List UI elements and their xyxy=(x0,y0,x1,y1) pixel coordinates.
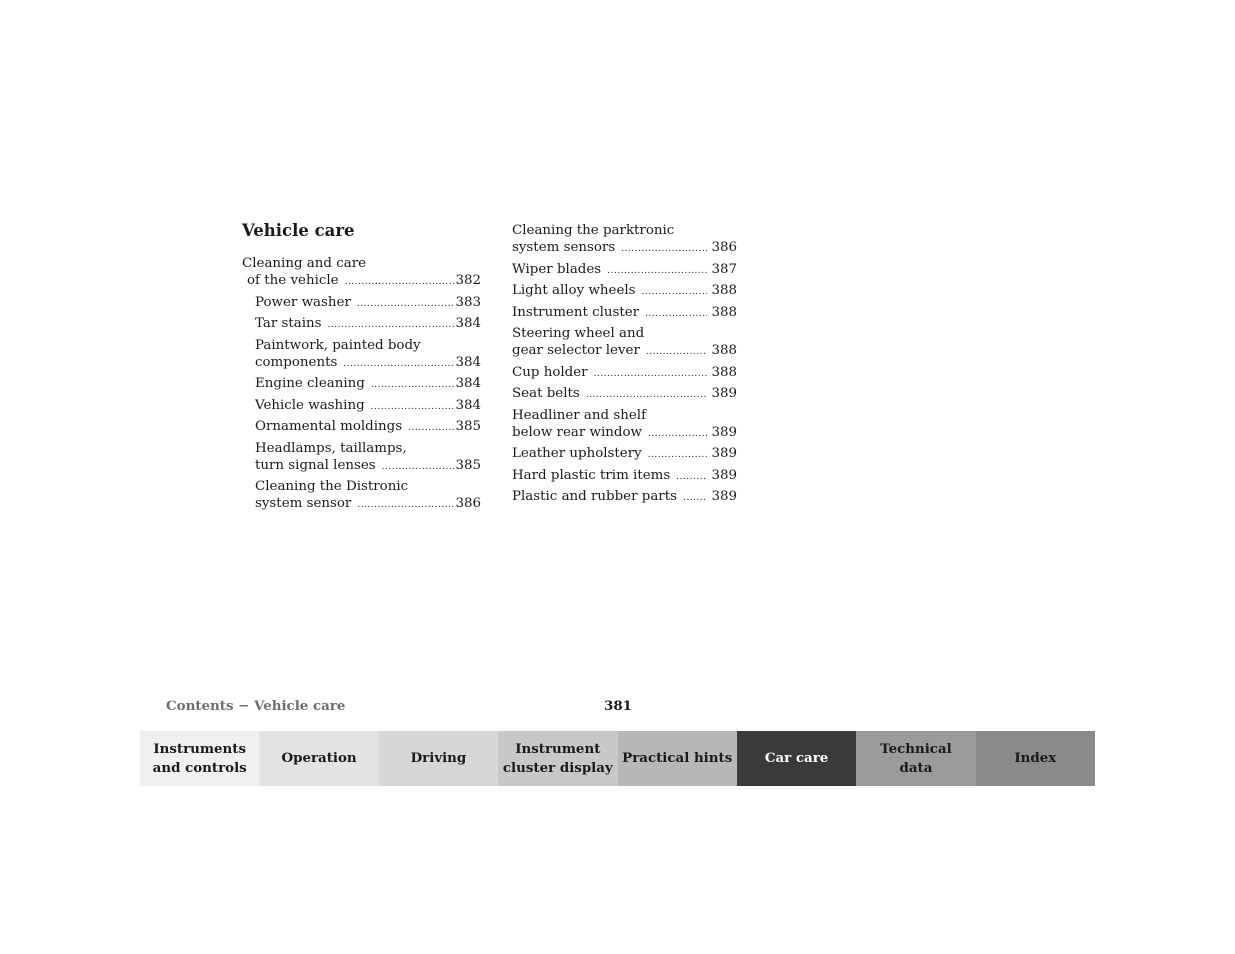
toc-entry-title: Leather upholstery xyxy=(512,446,642,461)
toc-entry-title: Cleaning the parktronic xyxy=(512,223,675,238)
toc-entry[interactable] xyxy=(512,467,737,486)
dot-leader xyxy=(345,274,455,291)
dot-leader xyxy=(648,447,708,464)
toc-column-right xyxy=(512,222,737,510)
toc-entry-title-cont: of the vehicle xyxy=(247,273,339,288)
toc-page-number: 388 xyxy=(711,304,737,320)
dot-leader xyxy=(607,263,707,280)
toc-entry-title: Seat belts xyxy=(512,386,580,401)
dot-leader xyxy=(408,420,454,437)
section-heading: Vehicle care xyxy=(242,221,355,240)
toc-entry-title: Cleaning and care xyxy=(242,256,367,271)
dot-leader xyxy=(621,241,707,258)
toc-entry-title: Paintwork, painted body xyxy=(255,337,421,353)
toc-page-number: 385 xyxy=(455,419,481,434)
toc-entry-title-cont: gear selector lever xyxy=(512,343,640,358)
footer-page-number: 381 xyxy=(604,698,632,714)
dot-leader xyxy=(645,306,707,323)
toc-entry-title: Cleaning the Distronic xyxy=(255,479,409,494)
dot-leader xyxy=(382,459,455,476)
toc-entry[interactable] xyxy=(242,478,481,514)
footer-section-title: Contents − Vehicle care xyxy=(166,698,346,714)
toc-entry[interactable] xyxy=(512,222,737,258)
tab-instruments-and-controls[interactable]: Instruments and controls xyxy=(140,731,259,786)
dot-leader xyxy=(357,296,455,313)
toc-entry[interactable] xyxy=(512,261,737,280)
toc-entry[interactable] xyxy=(512,445,737,464)
dot-leader xyxy=(646,344,708,361)
dot-leader xyxy=(648,426,707,443)
tab-technical-data[interactable]: Technical data xyxy=(856,731,975,786)
tab-index[interactable]: Index xyxy=(976,731,1095,786)
toc-entry[interactable] xyxy=(512,488,737,507)
toc-page-number: 384 xyxy=(455,397,481,413)
toc-entry-title: Ornamental moldings xyxy=(255,419,403,434)
toc-entry[interactable] xyxy=(512,407,737,443)
toc-entry-title: Power washer xyxy=(255,294,351,310)
toc-page-number: 388 xyxy=(711,364,737,380)
toc-entry[interactable] xyxy=(242,418,481,437)
tab-car-care[interactable]: Car care xyxy=(737,731,856,786)
toc-entry-title: Steering wheel and xyxy=(512,326,645,341)
tab-driving[interactable]: Driving xyxy=(379,731,498,786)
toc-entry[interactable] xyxy=(242,440,481,476)
toc-page-number: 389 xyxy=(711,424,737,440)
dot-leader xyxy=(586,387,708,404)
toc-entry[interactable] xyxy=(512,282,737,301)
dot-leader xyxy=(676,469,707,486)
toc-page-number: 385 xyxy=(455,457,481,473)
toc-page-number: 386 xyxy=(455,496,481,511)
toc-entry-title-cont: components xyxy=(255,354,338,370)
dot-leader xyxy=(683,490,707,507)
toc-entry-title: Instrument cluster xyxy=(512,304,640,320)
toc-page-number: 389 xyxy=(711,467,737,483)
toc-entry[interactable] xyxy=(512,385,737,404)
toc-entry[interactable] xyxy=(242,397,481,416)
toc-entry-title: Tar stains xyxy=(255,316,322,331)
dot-leader xyxy=(328,317,455,334)
dot-leader xyxy=(343,356,454,373)
dot-leader xyxy=(642,284,708,301)
toc-page-number: 383 xyxy=(455,294,481,310)
tab-practical-hints[interactable]: Practical hints xyxy=(618,731,737,786)
toc-page-number: 386 xyxy=(711,240,737,255)
toc-entry-title-cont: turn signal lenses xyxy=(255,457,376,473)
dot-leader xyxy=(594,366,708,383)
toc-page-number: 384 xyxy=(455,354,481,370)
toc-entry-title: Headliner and shelf xyxy=(512,407,647,423)
toc-entry[interactable] xyxy=(512,304,737,323)
toc-entry-title: Wiper blades xyxy=(512,261,602,277)
toc-entry[interactable] xyxy=(242,294,481,313)
dot-leader xyxy=(371,399,455,416)
toc-entry-title-cont: below rear window xyxy=(512,424,642,440)
toc-page-number: 389 xyxy=(711,446,737,461)
toc-page-number: 388 xyxy=(711,283,737,298)
toc-entry-title: Light alloy wheels xyxy=(512,283,636,298)
toc-entry-title-cont: system sensors xyxy=(512,240,616,255)
toc-entry-title: Cup holder xyxy=(512,364,588,380)
toc-page-number: 388 xyxy=(711,343,737,358)
chapter-tab-bar xyxy=(140,731,1095,786)
toc-entry[interactable] xyxy=(512,364,737,383)
toc-entry-title: Plastic and rubber parts xyxy=(512,489,677,504)
dot-leader xyxy=(357,497,454,514)
toc-page-number: 389 xyxy=(711,489,737,504)
toc-entry[interactable] xyxy=(512,325,737,361)
toc-entry[interactable] xyxy=(242,255,481,291)
tab-operation[interactable]: Operation xyxy=(259,731,378,786)
tab-instrument-cluster-display[interactable]: Instrument cluster display xyxy=(498,731,617,786)
dot-leader xyxy=(371,377,455,394)
toc-entry-title: Headlamps, taillamps, xyxy=(255,440,407,456)
toc-page-number: 384 xyxy=(455,376,481,391)
toc-entry-title-cont: system sensor xyxy=(255,496,352,511)
toc-entry-title: Engine cleaning xyxy=(255,376,365,391)
toc-entry[interactable] xyxy=(242,337,481,373)
toc-column-left xyxy=(242,255,481,517)
toc-entry[interactable] xyxy=(242,375,481,394)
toc-page-number: 389 xyxy=(711,386,737,401)
toc-entry-title: Vehicle washing xyxy=(255,397,365,413)
toc-entry[interactable] xyxy=(242,315,481,334)
toc-page-number: 384 xyxy=(455,316,481,331)
toc-page-number: 387 xyxy=(711,261,737,277)
toc-entry-title: Hard plastic trim items xyxy=(512,467,671,483)
toc-page-number: 382 xyxy=(455,273,481,288)
